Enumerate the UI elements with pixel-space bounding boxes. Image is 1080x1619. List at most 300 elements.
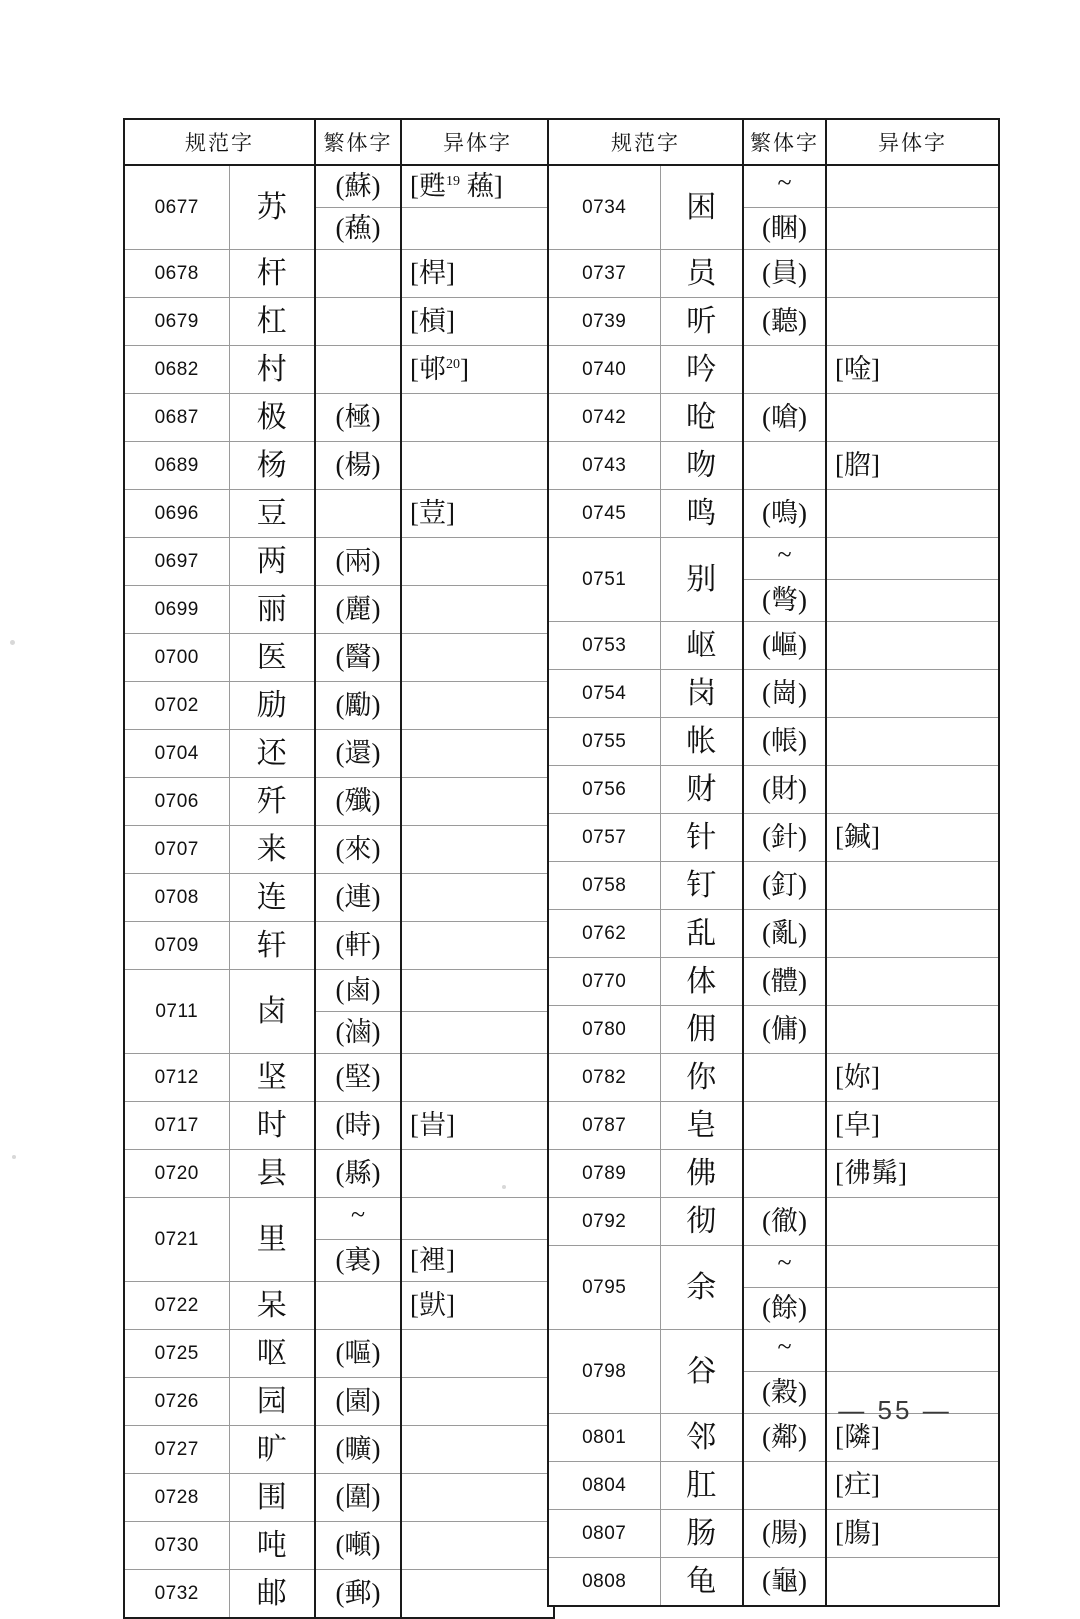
tilde-mark: ~ [777, 1248, 792, 1277]
standard-character: 肠 [660, 1510, 743, 1558]
entry-number: 0801 [548, 1414, 660, 1462]
traditional-character [743, 538, 826, 580]
standard-character: 乱 [660, 910, 743, 958]
traditional-character [315, 1198, 401, 1240]
entry-number: 0808 [548, 1558, 660, 1607]
standard-character: 彻 [660, 1198, 743, 1246]
variant-character [401, 442, 554, 490]
entry-number: 0782 [548, 1054, 660, 1102]
entry-number: 0722 [124, 1282, 229, 1330]
variant-character [401, 1054, 554, 1102]
traditional-character: (嘔) [315, 1330, 401, 1378]
traditional-character [315, 490, 401, 538]
standard-character: 别 [660, 538, 743, 622]
entry-number: 0712 [124, 1054, 229, 1102]
variant-character: [荳] [401, 490, 554, 538]
traditional-character: (極) [315, 394, 401, 442]
table-row [124, 346, 554, 394]
traditional-character: (圍) [315, 1474, 401, 1522]
column-header-variant: 异体字 [401, 119, 554, 165]
traditional-character: (蘓) [315, 208, 401, 250]
column-header-variant: 异体字 [826, 119, 999, 165]
entry-number: 0732 [124, 1570, 229, 1619]
variant-character [826, 165, 999, 208]
entry-number: 0758 [548, 862, 660, 910]
variant-table-right [547, 118, 1000, 1607]
entry-number: 0798 [548, 1330, 660, 1414]
traditional-character: (徹) [743, 1198, 826, 1246]
traditional-character [743, 165, 826, 208]
entry-number: 0754 [548, 670, 660, 718]
variant-character [826, 580, 999, 622]
entry-number: 0689 [124, 442, 229, 490]
table-row [548, 538, 999, 580]
traditional-character: (龜) [743, 1558, 826, 1607]
entry-number: 0728 [124, 1474, 229, 1522]
standard-character: 围 [229, 1474, 315, 1522]
standard-character: 杠 [229, 298, 315, 346]
variant-character [826, 490, 999, 538]
entry-number: 0697 [124, 538, 229, 586]
variant-character [826, 298, 999, 346]
table-row [548, 1558, 999, 1607]
standard-character: 极 [229, 394, 315, 442]
page-number-dash-left: — [838, 1395, 868, 1425]
traditional-character: (醫) [315, 634, 401, 682]
table-row [548, 718, 999, 766]
footnote-marker: 19 [446, 174, 460, 189]
table-row [124, 1330, 554, 1378]
entry-number: 0753 [548, 622, 660, 670]
table-row [548, 1462, 999, 1510]
entry-number: 0704 [124, 730, 229, 778]
standard-character: 丽 [229, 586, 315, 634]
entry-number: 0787 [548, 1102, 660, 1150]
table-header-row [124, 119, 554, 165]
standard-character: 吻 [660, 442, 743, 490]
standard-character: 佛 [660, 1150, 743, 1198]
standard-character: 佣 [660, 1006, 743, 1054]
table-row [124, 165, 554, 208]
variant-character [826, 622, 999, 670]
traditional-character [743, 1102, 826, 1150]
entry-number: 0737 [548, 250, 660, 298]
table-row [548, 346, 999, 394]
entry-number: 0756 [548, 766, 660, 814]
entry-number: 0789 [548, 1150, 660, 1198]
traditional-character: (聽) [743, 298, 826, 346]
standard-character: 歼 [229, 778, 315, 826]
traditional-character [315, 250, 401, 298]
traditional-character [743, 1246, 826, 1288]
table-body-right [548, 165, 999, 1606]
table-row [124, 778, 554, 826]
table-row [548, 490, 999, 538]
standard-character: 你 [660, 1054, 743, 1102]
tilde-mark: ~ [350, 1200, 366, 1229]
entry-number: 0740 [548, 346, 660, 394]
variant-character [826, 1558, 999, 1607]
entry-number: 0730 [124, 1522, 229, 1570]
variant-character [826, 910, 999, 958]
standard-character: 余 [660, 1246, 743, 1330]
variant-character [401, 1522, 554, 1570]
entry-number: 0807 [548, 1510, 660, 1558]
variant-character [826, 394, 999, 442]
table-row [124, 586, 554, 634]
traditional-character: (麗) [315, 586, 401, 634]
entry-number: 0726 [124, 1378, 229, 1426]
column-header-traditional: 繁体字 [743, 119, 826, 165]
table-row [548, 958, 999, 1006]
traditional-character: (殲) [315, 778, 401, 826]
traditional-character: (亂) [743, 910, 826, 958]
standard-character: 体 [660, 958, 743, 1006]
variant-character: [疘] [826, 1462, 999, 1510]
variant-character [826, 958, 999, 1006]
table-row [124, 970, 554, 1012]
table-row [548, 862, 999, 910]
table-row [124, 1198, 554, 1240]
standard-character: 邻 [660, 1414, 743, 1462]
entry-number: 0757 [548, 814, 660, 862]
traditional-character: (蘇) [315, 165, 401, 208]
variant-character [826, 718, 999, 766]
table-row [548, 1198, 999, 1246]
traditional-character [743, 1150, 826, 1198]
standard-character: 卤 [229, 970, 315, 1054]
table-row [124, 1102, 554, 1150]
table-row [548, 1510, 999, 1558]
entry-number: 0682 [124, 346, 229, 394]
table-row [548, 622, 999, 670]
variant-character [826, 766, 999, 814]
standard-character: 豆 [229, 490, 315, 538]
traditional-character [315, 298, 401, 346]
variant-character [401, 922, 554, 970]
traditional-character: (曠) [315, 1426, 401, 1474]
table-row [548, 1330, 999, 1372]
traditional-character: (兩) [315, 538, 401, 586]
table-row [548, 250, 999, 298]
traditional-character: (鹵) [315, 970, 401, 1012]
traditional-character: (縣) [315, 1150, 401, 1198]
traditional-character: (針) [743, 814, 826, 862]
standard-character: 帐 [660, 718, 743, 766]
variant-character [401, 586, 554, 634]
table-row [124, 1474, 554, 1522]
entry-number: 0720 [124, 1150, 229, 1198]
entry-number: 0721 [124, 1198, 229, 1282]
table-row [124, 1570, 554, 1619]
variant-character [401, 538, 554, 586]
table-row [124, 1282, 554, 1330]
traditional-character: (堅) [315, 1054, 401, 1102]
standard-character: 呆 [229, 1282, 315, 1330]
entry-number: 0804 [548, 1462, 660, 1510]
variant-table-left [123, 118, 555, 1619]
entry-number: 0755 [548, 718, 660, 766]
variant-character [401, 874, 554, 922]
entry-number: 0780 [548, 1006, 660, 1054]
table-row [124, 1426, 554, 1474]
variant-character [401, 778, 554, 826]
variant-character [401, 970, 554, 1012]
traditional-character [315, 346, 401, 394]
variant-character [826, 1198, 999, 1246]
standard-character: 谷 [660, 1330, 743, 1414]
entry-number: 0727 [124, 1426, 229, 1474]
traditional-character: (帳) [743, 718, 826, 766]
variant-character [401, 394, 554, 442]
entry-number: 0699 [124, 586, 229, 634]
page-footer [0, 1395, 1080, 1426]
standard-character: 两 [229, 538, 315, 586]
entry-number: 0696 [124, 490, 229, 538]
entry-number: 0711 [124, 970, 229, 1054]
traditional-character: (彆) [743, 580, 826, 622]
footnote-marker: 20 [446, 357, 460, 372]
table-row [124, 634, 554, 682]
standard-character: 励 [229, 682, 315, 730]
variant-character [826, 1288, 999, 1330]
table-row [548, 165, 999, 208]
standard-character: 吟 [660, 346, 743, 394]
traditional-character: (穀) [743, 1372, 826, 1414]
traditional-character: (睏) [743, 208, 826, 250]
standard-character: 来 [229, 826, 315, 874]
traditional-character: (來) [315, 826, 401, 874]
variant-character: [獃] [401, 1282, 554, 1330]
column-header-traditional: 繁体字 [315, 119, 401, 165]
tilde-mark: ~ [777, 1332, 792, 1361]
variant-character: [膓] [826, 1510, 999, 1558]
variant-character: [妳] [826, 1054, 999, 1102]
standard-character: 呛 [660, 394, 743, 442]
traditional-character: (腸) [743, 1510, 826, 1558]
scan-speck [502, 1185, 506, 1189]
table-row [124, 442, 554, 490]
entry-number: 0700 [124, 634, 229, 682]
standard-character: 听 [660, 298, 743, 346]
traditional-character: (嶇) [743, 622, 826, 670]
traditional-character [315, 1282, 401, 1330]
variant-character: [唫] [826, 346, 999, 394]
table-row [548, 442, 999, 490]
traditional-character [743, 346, 826, 394]
variant-character: [旹] [401, 1102, 554, 1150]
traditional-character: (噸) [315, 1522, 401, 1570]
standard-character: 医 [229, 634, 315, 682]
table-row [548, 394, 999, 442]
entry-number: 0708 [124, 874, 229, 922]
entry-number: 0795 [548, 1246, 660, 1330]
variant-character: [邨$^{20}$] [401, 346, 554, 394]
variant-character [826, 1330, 999, 1372]
traditional-character [743, 1330, 826, 1372]
entry-number: 0706 [124, 778, 229, 826]
traditional-character: (鄰) [743, 1414, 826, 1462]
traditional-character: (時) [315, 1102, 401, 1150]
table-row [124, 1522, 554, 1570]
variant-character [401, 634, 554, 682]
entry-number: 0770 [548, 958, 660, 1006]
variant-character [401, 1426, 554, 1474]
table-row [124, 730, 554, 778]
standard-character: 坚 [229, 1054, 315, 1102]
variant-character [401, 826, 554, 874]
standard-character: 轩 [229, 922, 315, 970]
traditional-character: (鳴) [743, 490, 826, 538]
variant-character: [桿] [401, 250, 554, 298]
traditional-character [743, 442, 826, 490]
traditional-character: (體) [743, 958, 826, 1006]
traditional-character: (餘) [743, 1288, 826, 1330]
column-header-standard: 规范字 [548, 119, 743, 165]
standard-character: 还 [229, 730, 315, 778]
entry-number: 0702 [124, 682, 229, 730]
column-header-standard: 规范字 [124, 119, 315, 165]
traditional-character: (崗) [743, 670, 826, 718]
table-row [548, 766, 999, 814]
variant-character [401, 730, 554, 778]
variant-character [826, 1246, 999, 1288]
traditional-character: (軒) [315, 922, 401, 970]
standard-character: 旷 [229, 1426, 315, 1474]
variant-character [401, 1474, 554, 1522]
table-row [124, 394, 554, 442]
entry-number: 0734 [548, 165, 660, 250]
traditional-character: (勵) [315, 682, 401, 730]
standard-character: 岖 [660, 622, 743, 670]
variant-character: [甦$^{19}$ 蘓] [401, 165, 554, 208]
tilde-mark: ~ [777, 168, 792, 197]
table-row [548, 814, 999, 862]
entry-number: 0679 [124, 298, 229, 346]
variant-character [826, 250, 999, 298]
table-row [548, 1102, 999, 1150]
table-header-row [548, 119, 999, 165]
variant-character [401, 1150, 554, 1198]
variant-character [401, 682, 554, 730]
traditional-character: (釘) [743, 862, 826, 910]
table-row [548, 298, 999, 346]
standard-character: 岗 [660, 670, 743, 718]
standard-character: 杆 [229, 250, 315, 298]
scan-speck [12, 1155, 16, 1159]
standard-character: 县 [229, 1150, 315, 1198]
entry-number: 0717 [124, 1102, 229, 1150]
table-row [124, 1054, 554, 1102]
standard-character: 村 [229, 346, 315, 394]
standard-character: 杨 [229, 442, 315, 490]
standard-character: 肛 [660, 1462, 743, 1510]
table-row [124, 490, 554, 538]
table-row [124, 682, 554, 730]
standard-character: 里 [229, 1198, 315, 1282]
traditional-character: (楊) [315, 442, 401, 490]
entry-number: 0792 [548, 1198, 660, 1246]
variant-character: [裡] [401, 1240, 554, 1282]
variant-character: [隣] [826, 1414, 999, 1462]
variant-character [826, 208, 999, 250]
standard-character: 龟 [660, 1558, 743, 1607]
variant-character [401, 1330, 554, 1378]
entry-number: 0678 [124, 250, 229, 298]
entry-number: 0707 [124, 826, 229, 874]
variant-character: [鍼] [826, 814, 999, 862]
table-row [548, 1246, 999, 1288]
standard-character: 钉 [660, 862, 743, 910]
page-number-dash-right: — [922, 1395, 952, 1425]
traditional-character: (連) [315, 874, 401, 922]
entry-number: 0709 [124, 922, 229, 970]
entry-number: 0751 [548, 538, 660, 622]
standard-character: 皂 [660, 1102, 743, 1150]
traditional-character: (郵) [315, 1570, 401, 1619]
traditional-character: (員) [743, 250, 826, 298]
page-number: 55 [877, 1395, 913, 1425]
variant-character [401, 1570, 554, 1619]
table-row [124, 922, 554, 970]
table-row [124, 1150, 554, 1198]
variant-character: [皁] [826, 1102, 999, 1150]
standard-character: 吨 [229, 1522, 315, 1570]
variant-character: [彿髴] [826, 1150, 999, 1198]
standard-character: 连 [229, 874, 315, 922]
table-row [548, 1006, 999, 1054]
table-row [548, 670, 999, 718]
variant-character [401, 1198, 554, 1240]
standard-character: 园 [229, 1378, 315, 1426]
table-row [124, 250, 554, 298]
tilde-mark: ~ [777, 540, 792, 569]
table-row [124, 538, 554, 586]
table-row [124, 874, 554, 922]
variant-character: [槓] [401, 298, 554, 346]
entry-number: 0725 [124, 1330, 229, 1378]
variant-character: [脗] [826, 442, 999, 490]
traditional-character: (傭) [743, 1006, 826, 1054]
entry-number: 0743 [548, 442, 660, 490]
variant-character [826, 538, 999, 580]
traditional-character: (滷) [315, 1012, 401, 1054]
traditional-character: (還) [315, 730, 401, 778]
scan-speck [10, 640, 15, 645]
table-row [124, 298, 554, 346]
entry-number: 0677 [124, 165, 229, 250]
entry-number: 0742 [548, 394, 660, 442]
variant-character [826, 1006, 999, 1054]
standard-character: 苏 [229, 165, 315, 250]
entry-number: 0739 [548, 298, 660, 346]
table-row [548, 1054, 999, 1102]
traditional-character: (財) [743, 766, 826, 814]
traditional-character [743, 1054, 826, 1102]
traditional-character: (裏) [315, 1240, 401, 1282]
variant-character [826, 862, 999, 910]
standard-character: 财 [660, 766, 743, 814]
standard-character: 时 [229, 1102, 315, 1150]
standard-character: 针 [660, 814, 743, 862]
table-row [548, 910, 999, 958]
table-row [124, 826, 554, 874]
table-row [548, 1150, 999, 1198]
standard-character: 困 [660, 165, 743, 250]
traditional-character: (嗆) [743, 394, 826, 442]
standard-character: 呕 [229, 1330, 315, 1378]
standard-character: 鸣 [660, 490, 743, 538]
